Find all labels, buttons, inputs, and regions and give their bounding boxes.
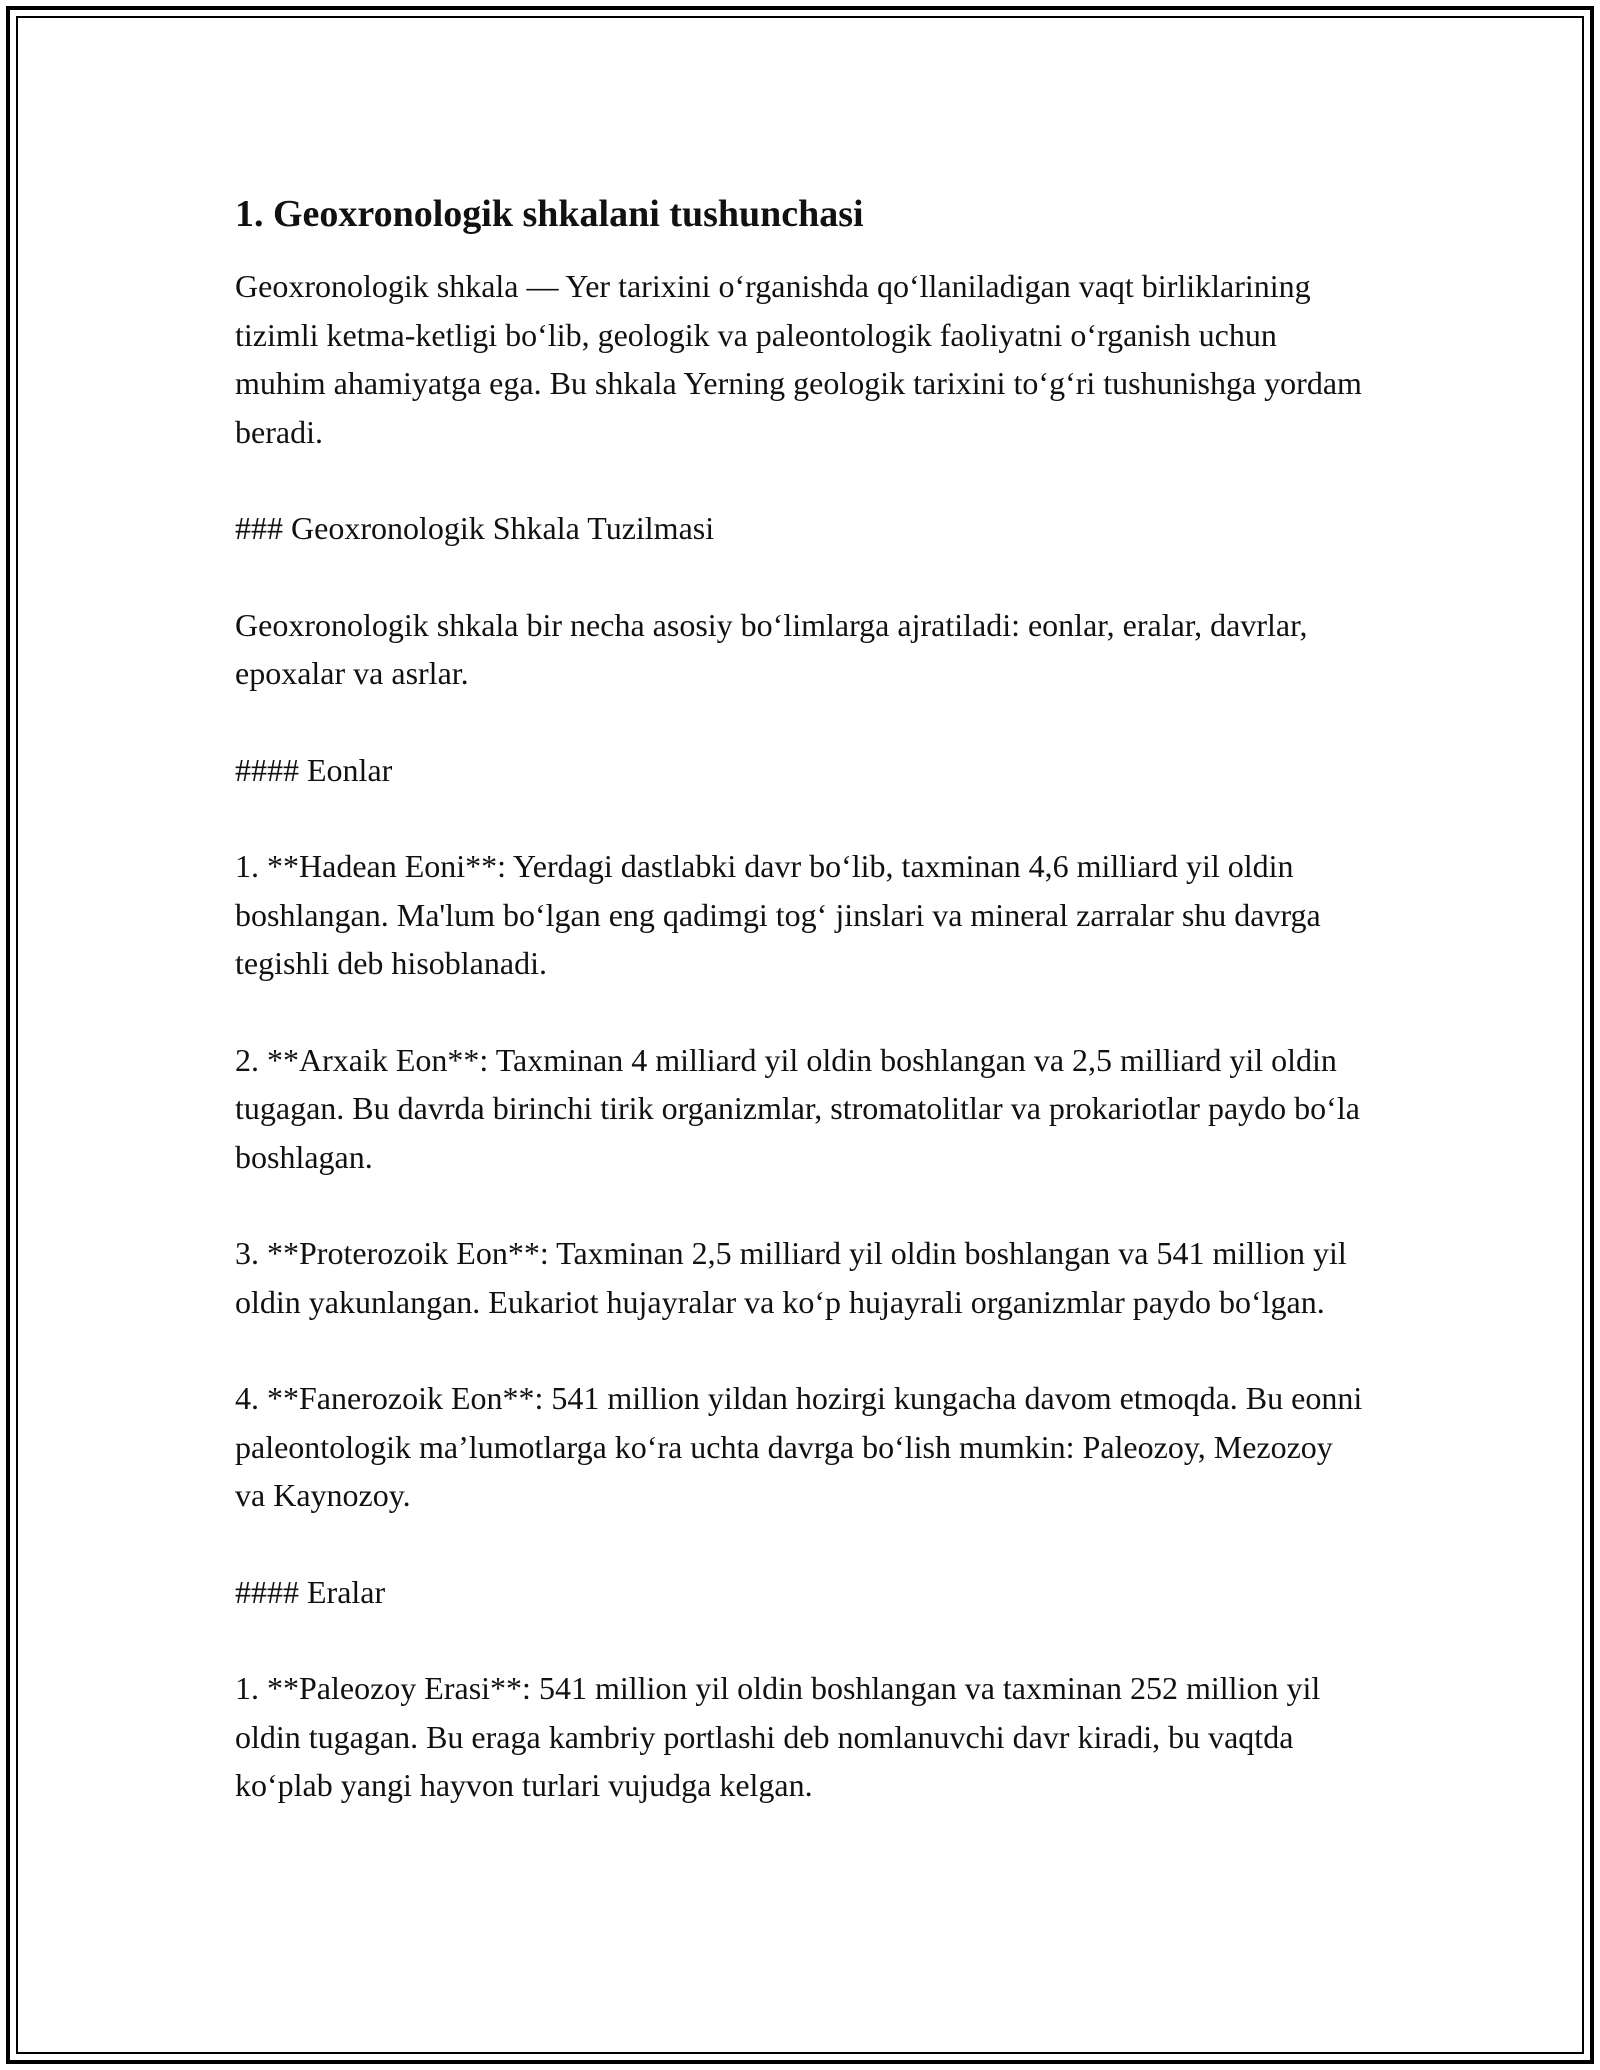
structure-paragraph: Geoxronologik shkala bir necha asosiy bo‘limlarga ajratiladi: eonlar, eralar, davrlar, epoxalar va asrlar. <box>235 606 1308 691</box>
eon-item-proterozoic: 3. **Proterozoik Eon**: Taxminan 2,5 milliard yil oldin boshlangan va 541 million yil oldin yakunlangan. Eukariot hujayralar va ko‘p hujayrali organizmlar paydo bo‘lgan. <box>235 1235 1347 1320</box>
eras-heading: #### Eralar <box>235 1573 386 1610</box>
document-body <box>235 186 1365 1858</box>
structure-heading: ### Geoxronologik Shkala Tuzilmasi <box>235 510 715 546</box>
eon-item-phanerozoic: 4. **Fanerozoik Eon**: 541 million yildan hozirgi kungacha davom etmoqda. Bu eonni paleontologik ma’lumotlarga ko‘ra uchta davrga bo‘lish mumkin: Paleozoy, Mezozoy va Kaynozoy. <box>235 1380 1363 1513</box>
eons-heading: #### Eonlar <box>235 751 393 788</box>
era-item-paleozoic: 1. **Paleozoy Erasi**: 541 million yil oldin boshlangan va taxminan 252 million yil oldin tugagan. Bu eraga kambriy portlashi deb nomlanuvchi davr kiradi, bu vaqtda ko‘plab yangi hayvon turlari vujudga kelgan. <box>235 1670 1321 1803</box>
eon-item-hadean: 1. **Hadean Eoni**: Yerdagi dastlabki davr bo‘lib, taxminan 4,6 milliard yil oldin boshlangan. Ma'lum bo‘lgan eng qadimgi tog‘ jinslari va mineral zarralar shu davrga tegishli deb hisoblanadi. <box>235 848 1321 981</box>
document-title: 1. Geoxronologik shkalani tushunchasi <box>235 193 864 235</box>
intro-paragraph: Geoxronologik shkala — Yer tarixini o‘rganishda qo‘llaniladigan vaqt birliklarining tizimli ketma-ketligi bo‘lib, geologik va paleontologik faoliyatni o‘rganish uchun muhim ahamiyatga ega. Bu shkala Yerning geologik tarixini to‘g‘ri tushunishga yordam beradi. <box>235 268 1362 450</box>
eon-item-archean: 2. **Arxaik Eon**: Taxminan 4 milliard yil oldin boshlangan va 2,5 milliard yil oldin tugagan. Bu davrda birinchi tirik organizmlar, stromatolitlar va prokariotlar paydo bo‘la boshlagan. <box>235 1041 1360 1175</box>
